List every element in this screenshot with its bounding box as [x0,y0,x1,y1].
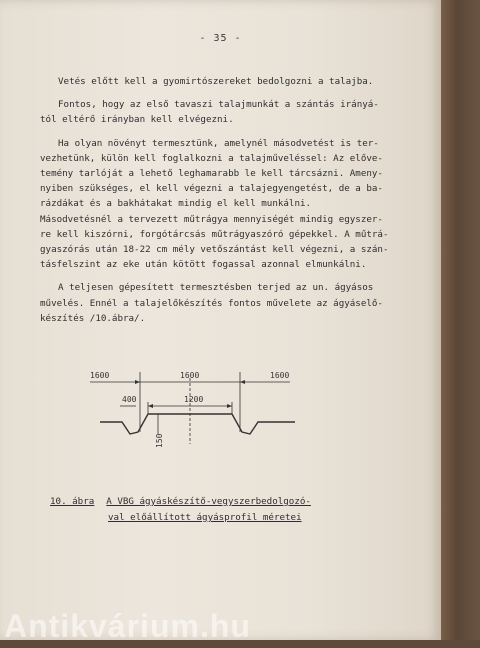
figure-caption [50,494,390,526]
bed-profile-figure [90,362,310,462]
text-line: re kell kiszórni, forgótárcsás műtrágyaszóró gépekkel. A műtrá- [40,228,389,240]
dimension-label: 1600 [90,371,110,380]
caption-text: val előállított ágyásprofil méretei [108,512,302,523]
dimension-label: 1600 [180,371,200,380]
caption-row [50,510,390,526]
paragraph-1 [40,74,420,89]
arrowhead [135,380,140,384]
bed-profile-diagram [90,362,310,462]
watermark: Antikvárium.hu [4,608,251,644]
text-line: Vetés előtt kell a gyomirtószereket bedolgozni a talajba. [58,76,374,87]
dimension-label: 1200 [184,395,204,404]
caption-text: A VBG ágyáskészítő-vegyszerbedolgozó- [106,496,311,507]
arrowhead [240,380,245,384]
text-line: temény tarlóját a lehető leghamarabb le kell tárcsázni. Ameny- [40,168,383,180]
text-line: művelés. Ennél a talajelőkészítés fontos művelete az ágyáselő- [40,297,383,309]
text-line: gyaszórás után 18-22 cm mély vetőszántást kell végezni, a szán- [40,244,389,256]
caption-label: 10. ábra [50,496,95,507]
paragraph-2 [40,97,420,127]
text-line: vezhetünk, külön kell foglalkozni a talajműveléssel: Az elővе- [40,152,383,164]
text-line: rázdákat és a bakhátakat mindig el kell munkálni. [40,198,312,210]
text-line: tól eltérő irányban kell elvégezni. [40,114,234,126]
book-edge [441,0,480,640]
text-line: készítés /10.ábra/. [40,312,146,324]
dimension-label: 400 [122,395,137,404]
caption-row [50,494,390,510]
arrowhead [227,404,232,408]
text-line: Fontos, hogy az első tavaszi talajmunkát a szántás irányá- [58,99,379,111]
dimension-label: 150 [155,433,164,448]
text-line: nyiben szükséges, el kell végezni a talajegyengetést, de a ba- [40,183,383,195]
text-line: A teljesen gépesített termesztésben terjed az un. ágyásos [58,282,374,294]
text-line: Ha olyan növényt termesztünk, amelynél másodvetést is ter- [58,137,379,149]
paragraph-4 [40,280,420,326]
arrowhead [148,404,153,408]
body-text [40,74,420,334]
text-line: tásfelszint az eke után kötött fogassal azonnal elmunkálni. [40,259,367,271]
dimension-label: 1600 [270,371,290,380]
text-line: Másodvetésnél a tervezett műtrágya mennyiségét mindig egyszer- [40,213,383,225]
page-number: - 35 - [199,33,242,44]
bed-profile-line [100,414,295,434]
paragraph-3 [40,136,420,273]
